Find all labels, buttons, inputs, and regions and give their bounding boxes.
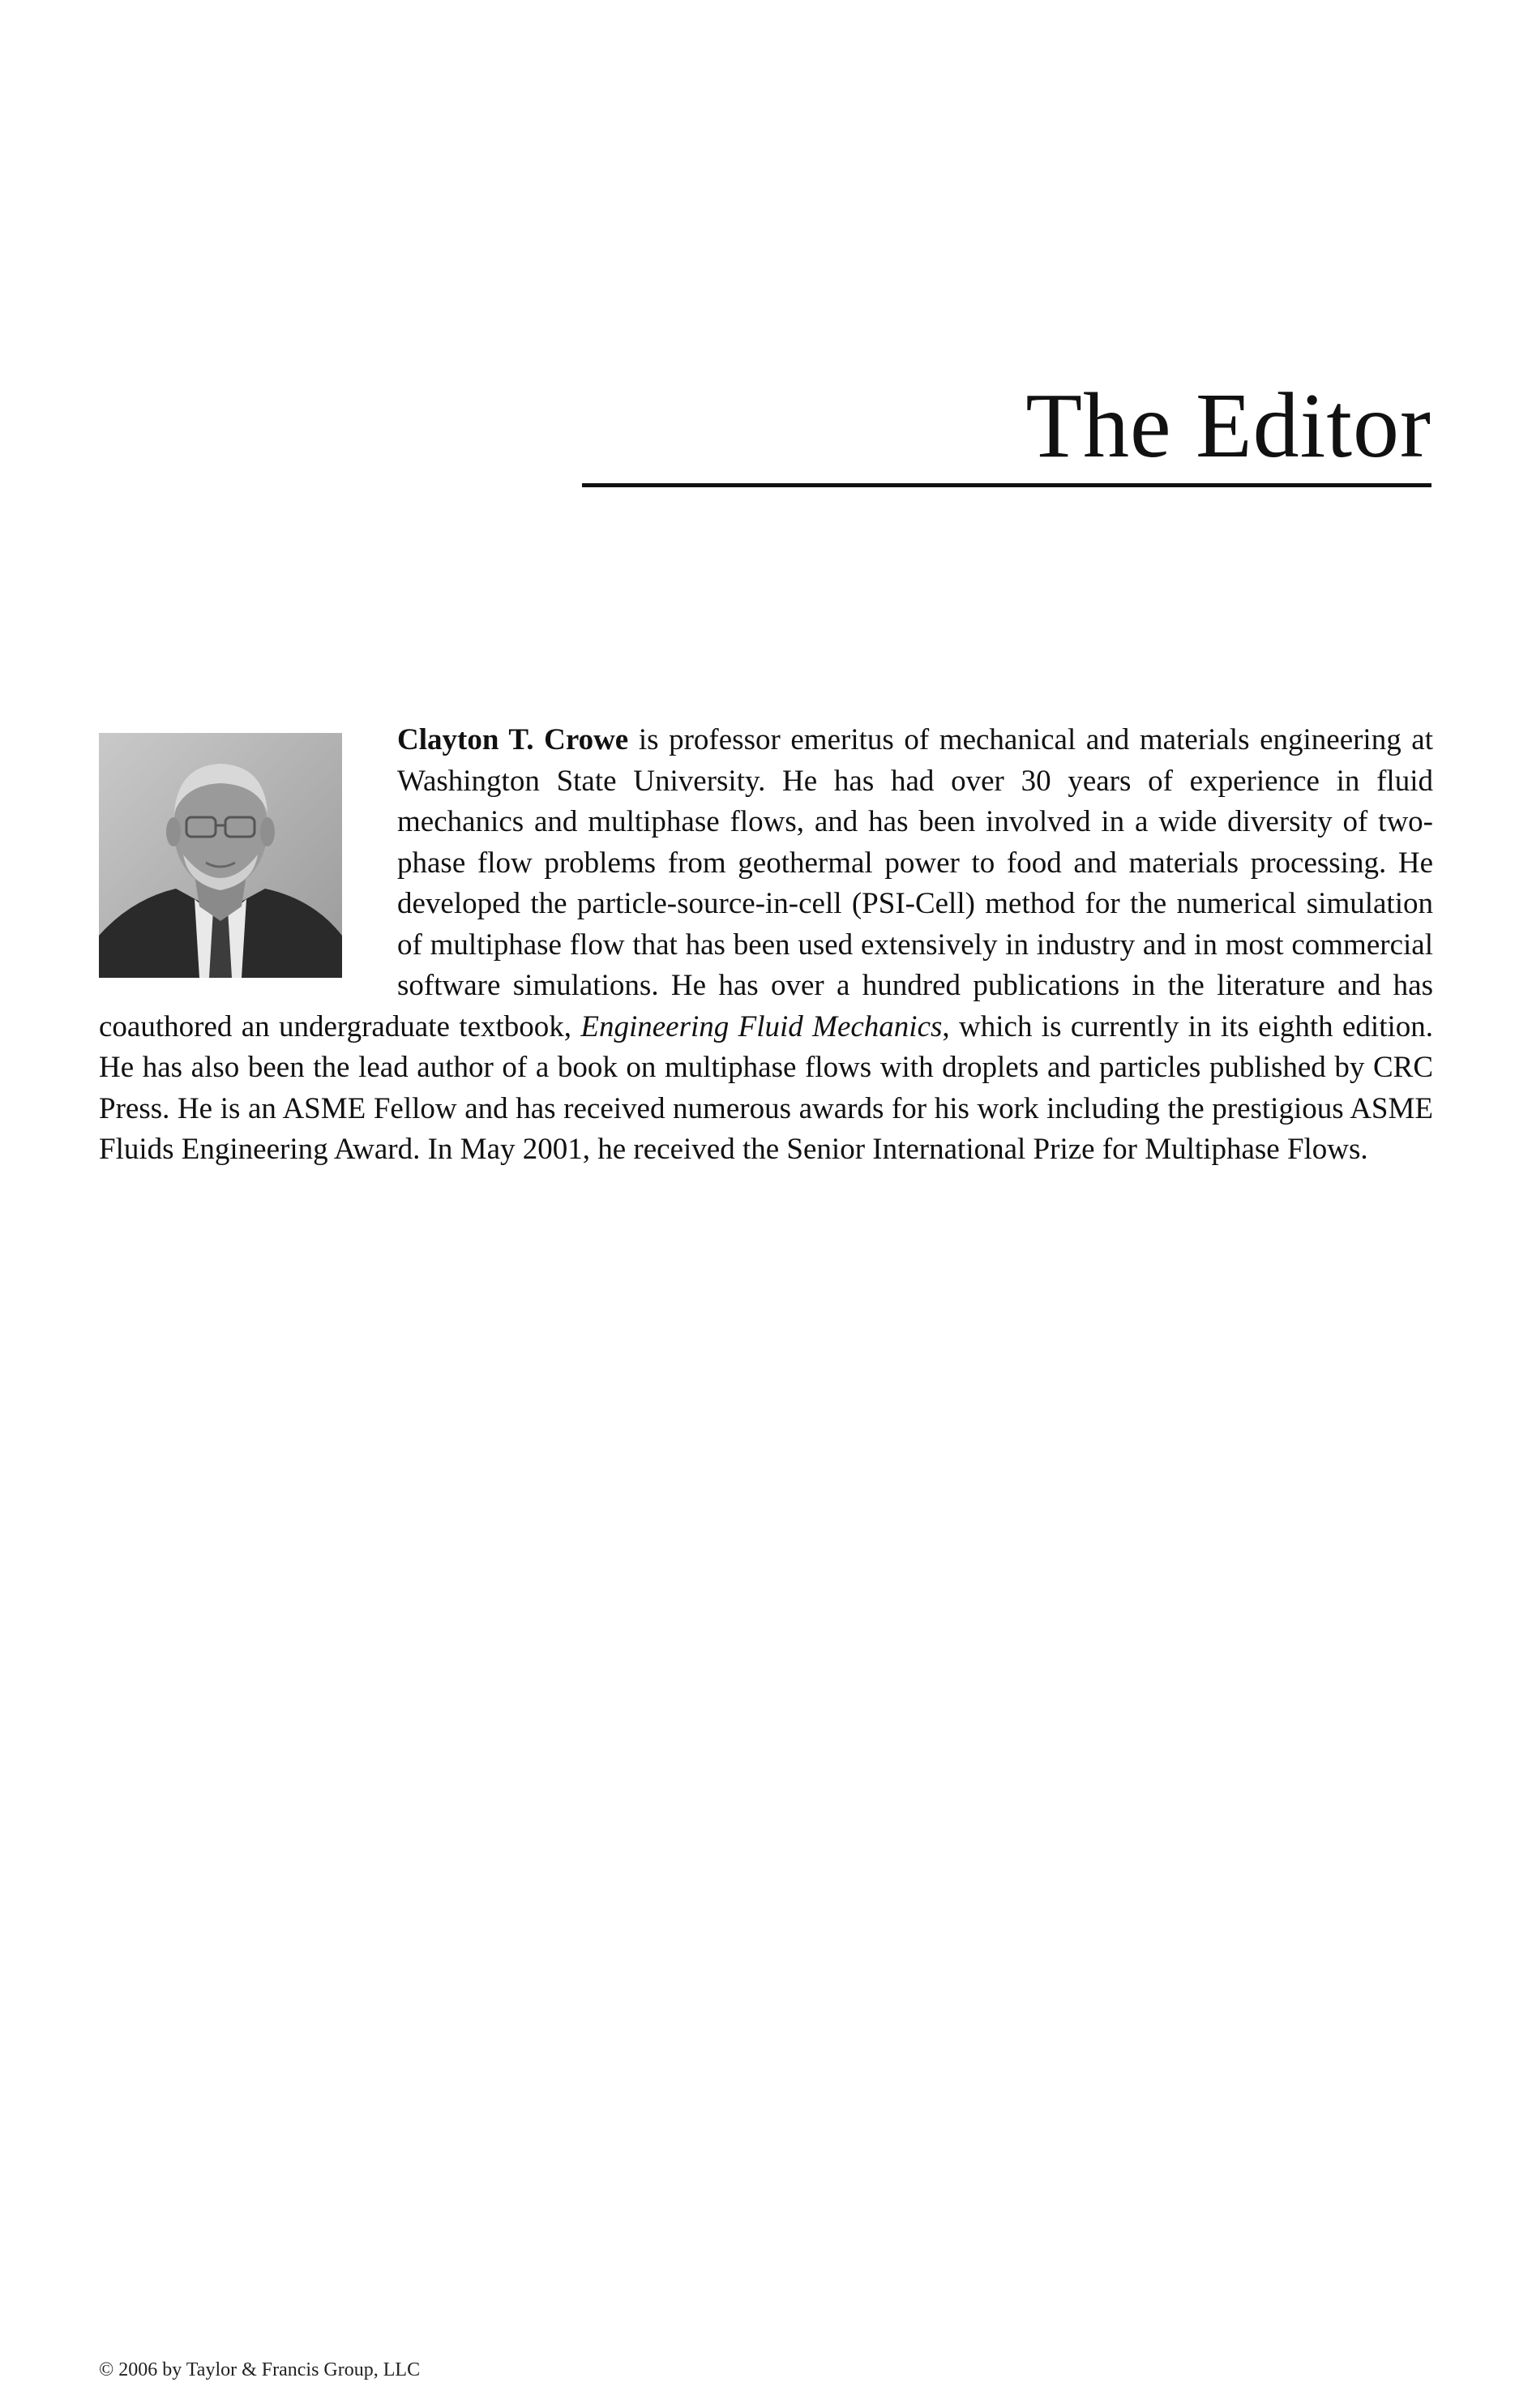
photo-wrap-spacer	[99, 720, 397, 1005]
editor-name: Clayton T. Crowe	[397, 723, 629, 756]
bio-text-part-1: is professor emeritus of mechanical and materials engineering at Washington State University. He has had over 30 years of experience in fluid mechanics and multiphase flows, and has been involved in a wide diversity of two-phase flow problems from geothermal power to food and materials processing. He developed the particle-source-in-cell (PSI-Cell) method for the numerical simulation of multiphase flow that has been used extensively in industry and in most commercial software simulations. He has over a hundred publications in the literature and has coauthored an undergraduate textbook,	[99, 723, 1434, 1043]
page-title: The Editor	[1025, 374, 1431, 477]
title-rule	[582, 483, 1431, 487]
editor-biography	[99, 720, 1433, 1171]
book-title: Engineering Fluid Mechanics	[580, 1009, 943, 1043]
bio-text-part-2: , which is currently in its eighth edition. He has also been the lead author of a book on multiphase flows with droplets and particles published by CRC Press. He is an ASME Fellow and has received numerous awards for his work including the prestigious ASME Fluids Engineering Award. In May 2001, he received the Senior International Prize for Multiphase Flows.	[99, 1009, 1434, 1166]
copyright-footer: © 2006 by Taylor & Francis Group, LLC	[99, 2359, 421, 2380]
